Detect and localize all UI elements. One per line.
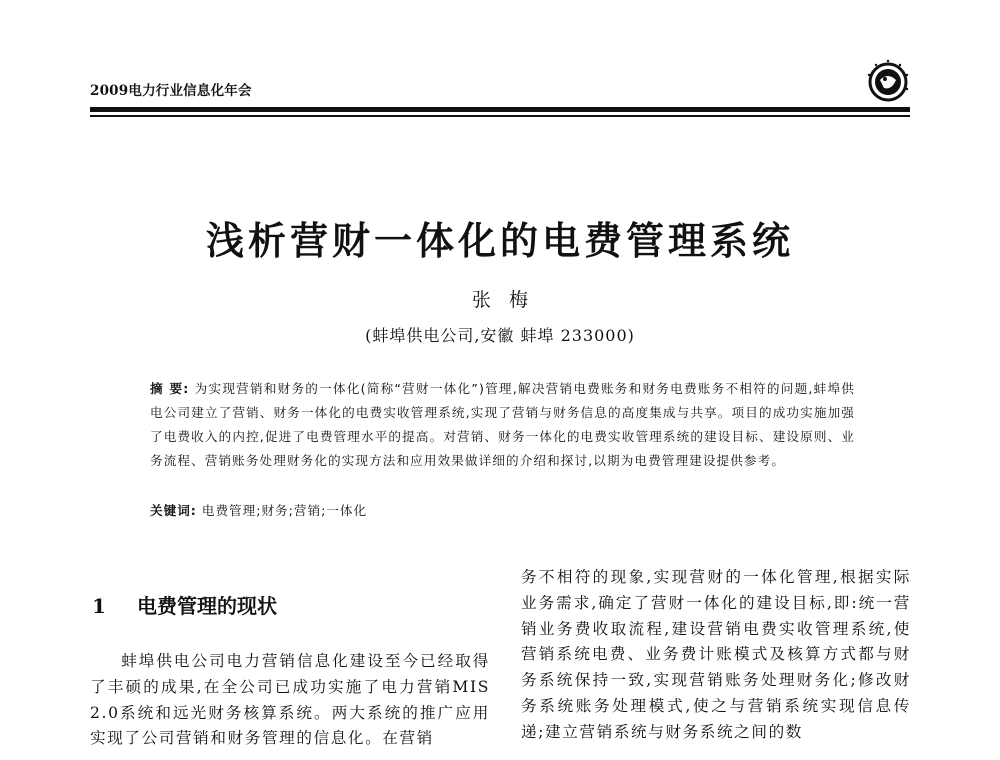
right-column [521,565,911,746]
keywords-text: 电费管理;财务;营销;一体化 [201,503,368,518]
section-heading [92,590,277,619]
left-column [90,649,490,752]
paper-title: 浅析营财一体化的电费管理系统 [205,218,794,263]
body-paragraph-left: 蚌埠供电公司电力营销信息化建设至今已经取得了丰硕的成果,在全公司已成功实施了电力营销MIS 2.0系统和远光财务核算系统。两大系统的推广应用实现了公司营销和财务管理的信息化。在营销 [90,652,490,748]
abstract [150,377,855,473]
section-title: 电费管理的现状 [136,594,277,618]
body-paragraph-right: 务不相符的现象,实现营财的一体化管理,根据实际业务需求,确定了营财一体化的建设目标,即:统一营销业务费收取流程,建设营销电费实收管理系统,使营销系统电费、业务费计账模式及核算方式都与财务系统保持一致,实现营销账务处理财务化;修改财务系统账务处理模式,使之与营销系统实现信息传递;建立营销系统与财务系统之间的数 [521,568,911,741]
keywords-label: 关键词: [150,503,197,518]
keywords [150,500,855,519]
author-affiliation: (蚌埠供电公司,安徽 蚌埠 233000) [365,326,635,345]
conference-header: 2009电力行业信息化年会 [90,83,252,99]
abstract-label: 摘 要: [150,381,190,396]
abstract-text: 为实现营销和财务的一体化(简称“营财一体化”)管理,解决营销电费账务和财务电费账务不相符的问题,蚌埠供电公司建立了营销、财务一体化的电费实收管理系统,实现了营销与财务信息的高度集成与共享。项目的成功实施加强了电费收入的内控,促进了电费管理水平的提高。对营销、财务一体化的电费实收管理系统的建设目标、建设原则、业务流程、营销账务处理财务化的实现方法和应用效果做详细的介绍和探讨,以期为电费管理建设提供参考。 [150,381,856,468]
header-rule-thick [90,107,910,112]
section-number: 1 [92,594,106,618]
conference-emblem-icon [864,58,912,106]
header-rule-thin [90,115,910,117]
author-name: 张梅 [471,289,546,311]
